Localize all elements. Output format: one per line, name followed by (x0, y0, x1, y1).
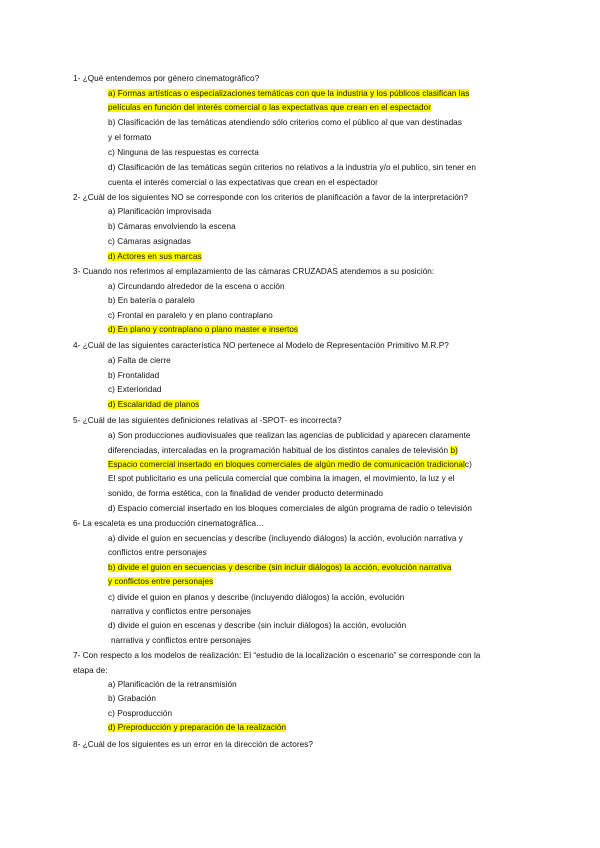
q5-option-c-line1: El spot publicitario es una película comercial que combina la imagen, el movimiento, la luz y el (108, 474, 455, 483)
answer-highlight: d) Preproducción y preparación de la realización (108, 723, 287, 732)
q4-option-a: a) Falta de cierre (108, 356, 171, 365)
question-8: 8- ¿Cuál de los siguientes es un error en la dirección de actores? (73, 740, 313, 749)
q6-option-c-line2: narrativa y conflictos entre personajes (111, 607, 251, 616)
answer-highlight: b) divide el guion en secuencias y describe (sin incluir diálogos) la acción, evolución narrativa (108, 563, 452, 572)
q5-option-c-line2: sonido, de forma estética, con la finalidad de vender producto determinado (108, 489, 383, 498)
q1-option-b-line1: b) Clasificación de las temáticas atendiendo sólo criterios como el público al que van destinadas (108, 118, 462, 127)
q5-option-a-line1: a) Son producciones audiovisuales que realizan las agencias de publicidad y aparecen claramente (108, 431, 471, 440)
q6-option-d-line2: narrativa y conflictos entre personajes (111, 636, 251, 645)
q1-option-d-line2: cuenta el interés comercial o las expectativas que crean en el espectador (108, 178, 378, 187)
q3-option-b: b) En batería o paralelo (108, 296, 195, 305)
q1-option-d-line1: d) Clasificación de las temáticas según criterios no relativos a la industria y/o el publico, sin tener en (108, 163, 477, 172)
q1-option-a-line2 (108, 103, 431, 113)
q6-option-a-line2: conflictos entre personajes (108, 548, 207, 557)
q1-option-a-line1 (108, 89, 469, 99)
answer-highlight: b) (450, 446, 458, 455)
answer-highlight: Espacio comercial insertado en bloques comerciales de algún medio de comunicación tradicional (108, 460, 465, 469)
question-5: 5- ¿Cuál de las siguientes definiciones relativas al -SPOT- es incorrecta? (73, 416, 342, 425)
q7-option-b: b) Grabación (108, 694, 156, 703)
q2-option-a: a) Planificación improvisada (108, 207, 212, 216)
q6-option-b-line1 (108, 563, 451, 573)
q6-option-d-line1: d) divide el guion en escenas y describe (sin incluir diálogos) la acción, evolución (108, 621, 407, 630)
question-4: 4- ¿Cuál de las siguientes característica NO pertenece al Modelo de Representación Primitivo M.R.P? (73, 341, 449, 350)
answer-highlight: a) Formas artísticas o especializaciones temáticas con que la industria y los públicos clasifican las (108, 89, 470, 98)
question-7: 7- Con respecto a los modelos de realización: El “estudio de la localización o escenario” se corresponde con la (73, 651, 481, 660)
q2-option-c: c) Cámaras asignadas (108, 237, 191, 246)
question-7-cont: etapa de: (73, 666, 108, 675)
answer-highlight: d) En plano y contraplano o plano master e insertos (108, 325, 299, 334)
question-1: 1- ¿Qué entendemos por género cinematográfico? (73, 74, 260, 83)
q5-option-a-line2 (108, 446, 458, 456)
q4-option-c: c) Exterioridad (108, 385, 162, 394)
q5-option-c-letter: c) (464, 460, 472, 469)
q3-option-c: c) Frontal en paralelo y en plano contraplano (108, 311, 273, 320)
q3-option-d (108, 325, 298, 335)
q1-option-b-line2: y el formato (108, 133, 152, 142)
question-2: 2- ¿Cuál de los siguientes NO se corresponde con los criterios de planificación a favor de la interpretación? (73, 193, 469, 202)
q7-option-c: c) Posproducción (108, 709, 173, 718)
q5-option-d: d) Espacio comercial insertado en los bloques comerciales de algún programa de radio o televisión (108, 504, 472, 513)
q5-option-b (108, 460, 472, 470)
q3-option-a: a) Circundando alrededor de la escena o acción (108, 282, 285, 291)
q7-option-d (108, 723, 286, 733)
question-6: 6- La escaleta es una producción cinematográfica… (73, 519, 265, 528)
answer-highlight: y conflictos entre personajes (108, 577, 214, 586)
q2-option-b: b) Cámaras envolviendo la escena (108, 222, 236, 231)
question-3: 3- Cuando nos referimos al emplazamiento de las cámaras CRUZADAS atendemos a su posición: (73, 267, 435, 276)
q5-option-a-text: diferenciadas, intercaladas en la programación habitual de los distintos canales de televisión (108, 446, 449, 455)
q1-option-c: c) Ninguna de las respuestas es correcta (108, 148, 259, 157)
answer-highlight: d) Escalaridad de planos (108, 400, 200, 409)
answer-highlight: películas en función del interés comercial o las expectativas que crean en el espectador (108, 103, 431, 112)
q6-option-a-line1: a) divide el guion en secuencias y describe (incluyendo diálogos) la acción, evolución narrativa y (108, 534, 463, 543)
q4-option-b: b) Frontalidad (108, 371, 160, 380)
answer-highlight: d) Actores en sus marcas (108, 252, 202, 261)
q2-option-d (108, 252, 202, 262)
q6-option-c-line1: c) divide el guion en planos y describe (incluyendo diálogos) la acción, evolución (108, 593, 405, 602)
q7-option-a: a) Planificación de la retransmisión (108, 680, 237, 689)
q4-option-d (108, 400, 199, 410)
q6-option-b-line2 (108, 577, 213, 587)
